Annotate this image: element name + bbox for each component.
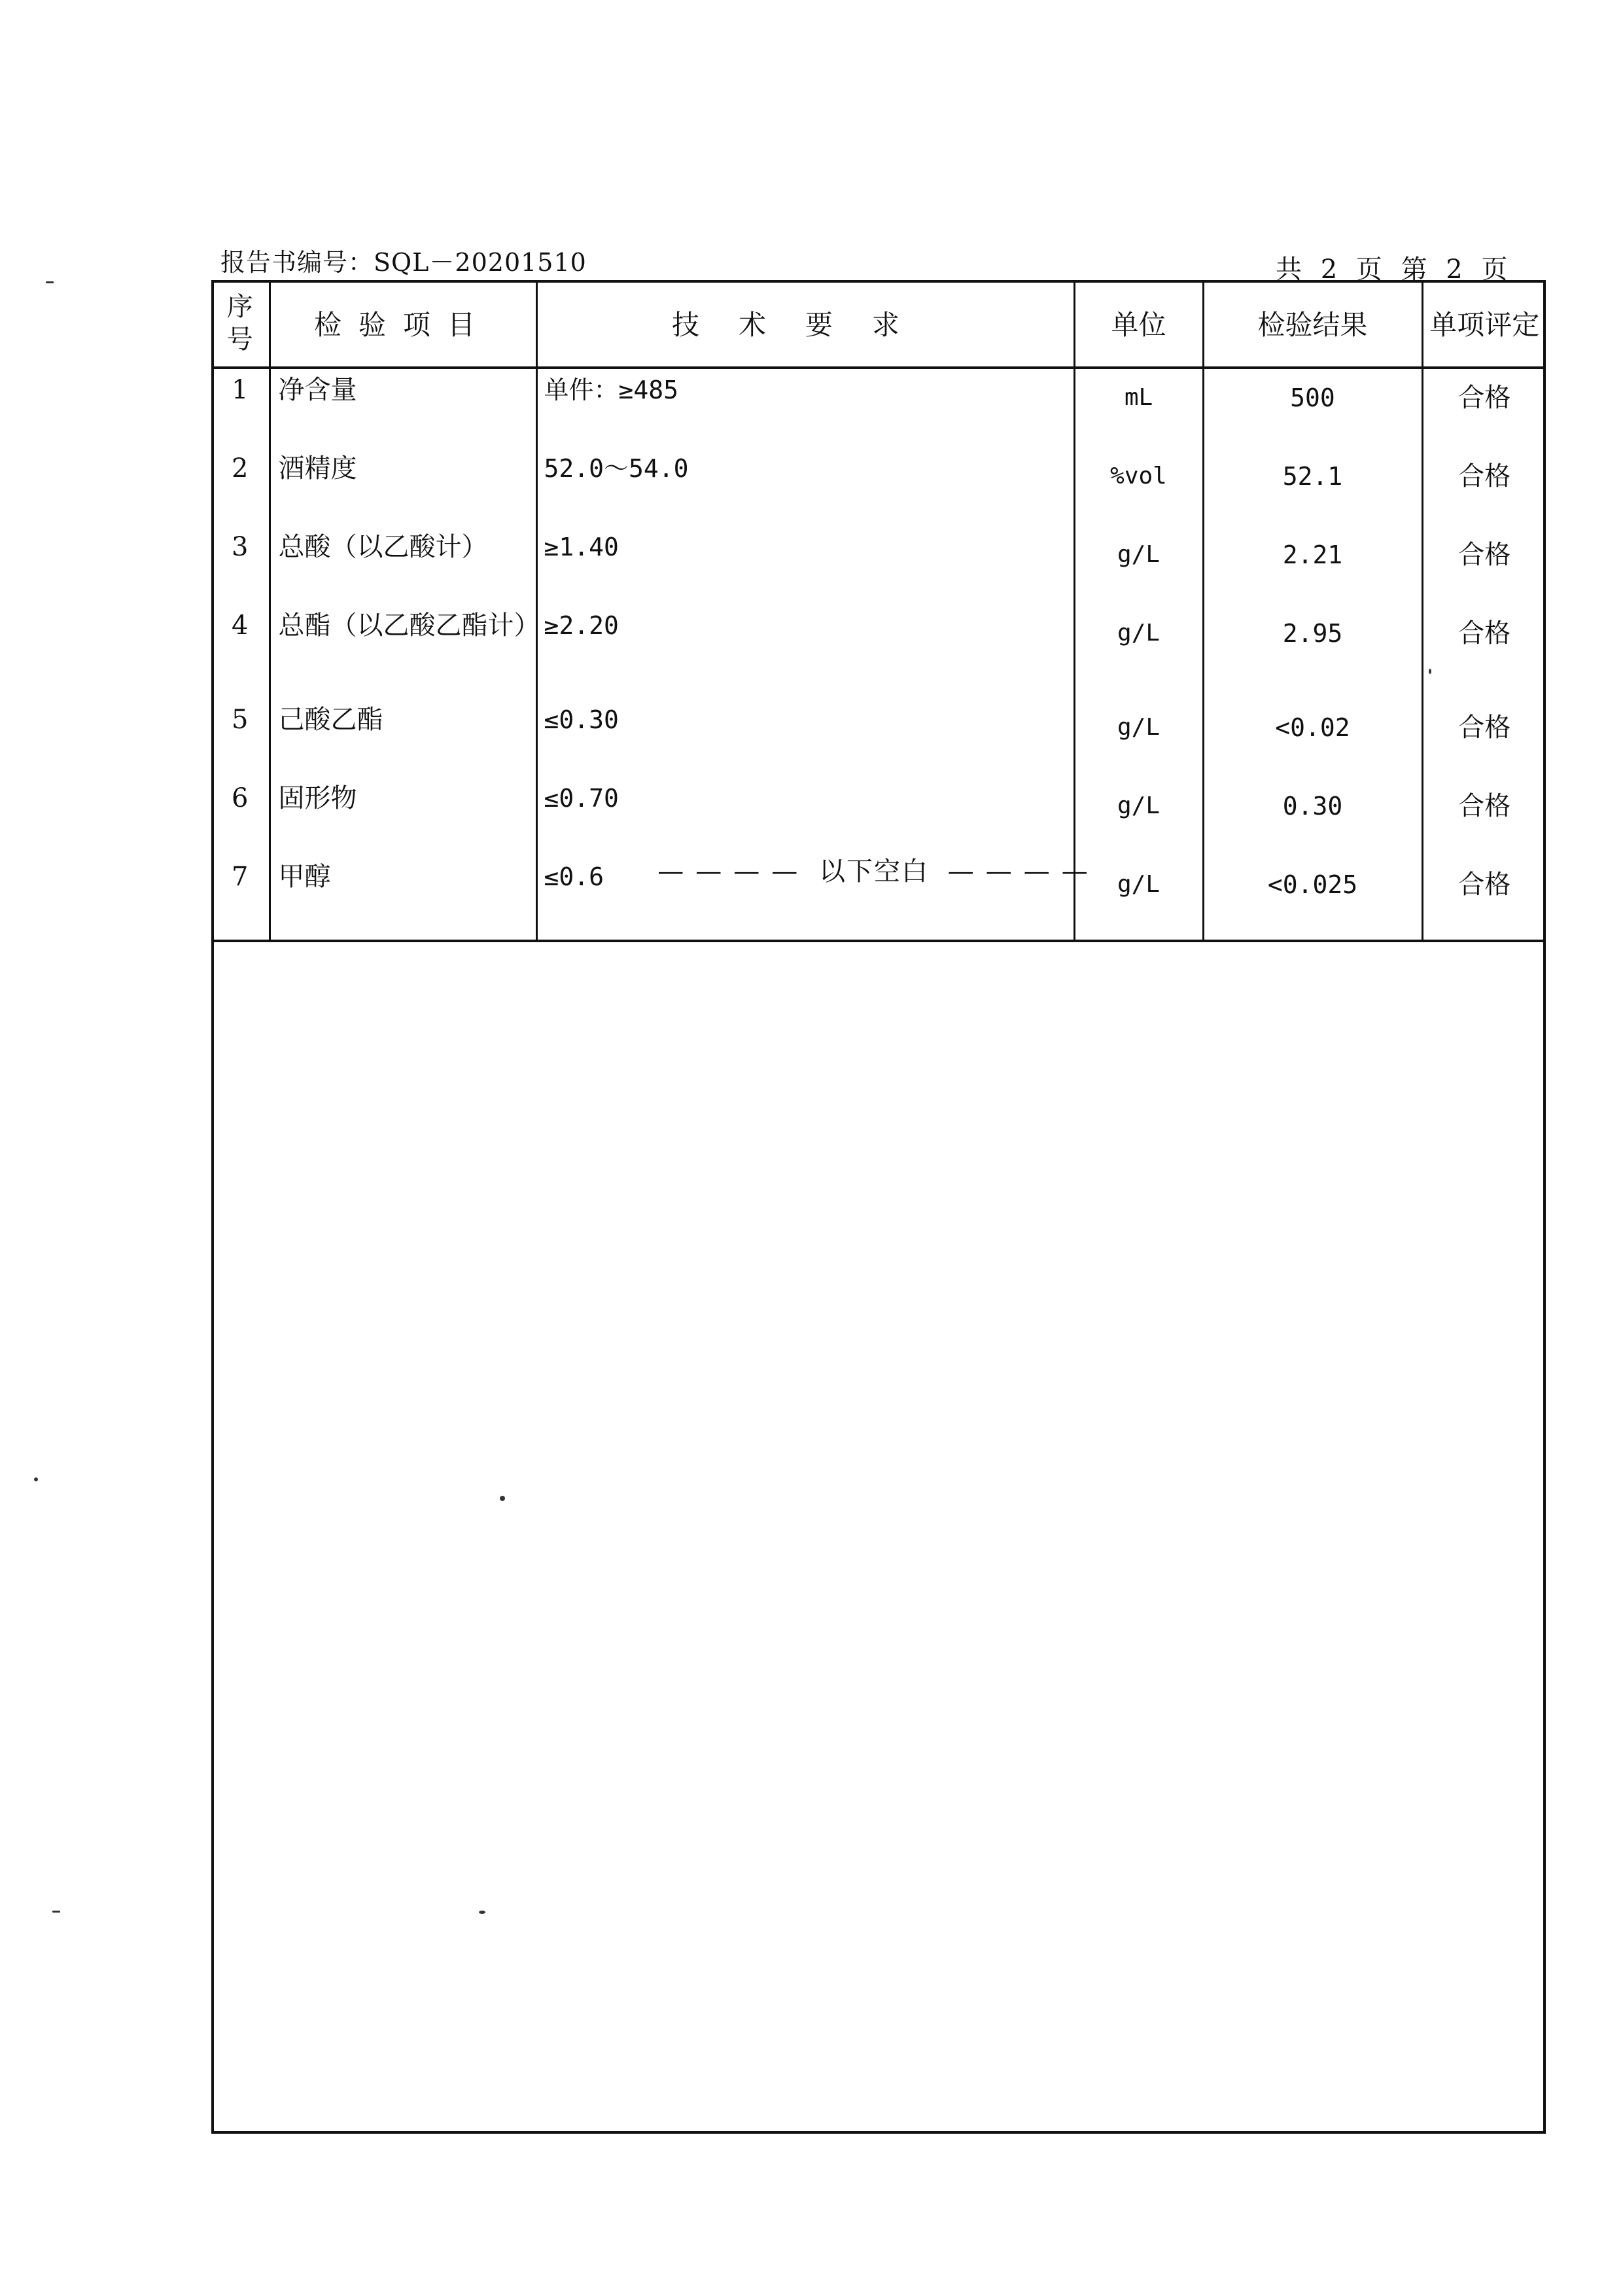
- report-number: 报告书编号：SQL－20201510: [220, 248, 587, 277]
- cell-requirement: ≥2.20: [536, 605, 1074, 699]
- cell-unit: g/L: [1074, 605, 1203, 699]
- cell-seq: 5: [211, 699, 270, 777]
- cell-seq: 3: [211, 526, 270, 605]
- column-header-evaluation: 单项评定: [1422, 280, 1546, 368]
- scan-speck: [34, 1477, 38, 1481]
- cell-requirement: ≤0.70: [536, 777, 1074, 856]
- scan-speck: [52, 1911, 60, 1913]
- cell-result: <0.02: [1203, 699, 1422, 777]
- cell-result: 0.30: [1203, 777, 1422, 856]
- cell-unit: g/L: [1074, 526, 1203, 605]
- cell-seq: 2: [211, 448, 270, 526]
- cell-evaluation: 合格: [1458, 383, 1511, 413]
- page-info: 共 2 页 第 2 页: [1276, 255, 1510, 285]
- table-header-row: [211, 280, 1546, 368]
- column-header-unit: 单位: [1074, 280, 1203, 368]
- marker-text: 以下空白: [819, 857, 929, 887]
- cell-result: 500: [1203, 368, 1422, 448]
- table-row: [211, 777, 1546, 856]
- table-row: [211, 605, 1546, 699]
- cell-requirement: ≤0.30: [536, 699, 1074, 777]
- table-row: [211, 699, 1546, 777]
- cell-unit: %vol: [1074, 448, 1203, 526]
- cell-evaluation: 合格: [1458, 791, 1511, 821]
- cell-result: 2.21: [1203, 526, 1422, 605]
- cell-requirement: 单件：≥485: [536, 368, 1074, 448]
- scan-speck: [46, 281, 54, 283]
- cell-item: 酒精度: [270, 448, 536, 526]
- marker-dashes-right: ————: [947, 857, 1100, 887]
- cell-item: 总酯（以乙酸乙酯计）: [270, 605, 536, 699]
- cell-requirement: ≤0.6: [536, 856, 1074, 941]
- cell-result: 52.1: [1203, 448, 1422, 526]
- scan-speck: [479, 1911, 485, 1914]
- cell-evaluation: 合格: [1422, 856, 1546, 941]
- cell-evaluation: 合格: [1458, 461, 1511, 491]
- cell-unit: g/L: [1074, 777, 1203, 856]
- table-row: [211, 526, 1546, 605]
- table-row: [211, 368, 1546, 448]
- scan-speck: [1429, 669, 1431, 674]
- cell-seq: 1: [211, 368, 270, 448]
- cell-item: 总酸（以乙酸计）: [270, 526, 536, 605]
- cell-seq: 4: [211, 605, 270, 699]
- cell-result: 2.95: [1203, 605, 1422, 699]
- cell-unit: mL: [1074, 368, 1203, 448]
- cell-unit: g/L: [1074, 856, 1203, 941]
- table-row: [211, 448, 1546, 526]
- cell-unit: g/L: [1074, 699, 1203, 777]
- column-header-requirement: 技术要求: [536, 280, 1074, 368]
- cell-result: <0.025: [1203, 856, 1422, 941]
- cell-item: 己酸乙酯: [270, 699, 536, 777]
- cell-evaluation: 合格: [1458, 540, 1511, 570]
- cell-item: 甲醇: [270, 856, 536, 941]
- column-header-result: 检验结果: [1203, 280, 1422, 368]
- column-header-seq: 序号: [211, 280, 270, 368]
- cell-requirement: 52.0～54.0: [536, 448, 1074, 526]
- cell-evaluation: 合格: [1458, 713, 1511, 743]
- column-header-item: 检验项目: [270, 280, 536, 368]
- cell-seq: 6: [211, 777, 270, 856]
- cell-evaluation: 合格: [1458, 618, 1511, 648]
- marker-dashes-left: ————: [657, 857, 810, 887]
- blank-below-marker: [211, 851, 1546, 888]
- inspection-results-table: [211, 280, 1546, 942]
- cell-item: 净含量: [270, 368, 536, 448]
- cell-item: 固形物: [270, 777, 536, 856]
- cell-requirement: ≥1.40: [536, 526, 1074, 605]
- scan-speck: [500, 1496, 505, 1501]
- cell-seq: 7: [211, 856, 270, 941]
